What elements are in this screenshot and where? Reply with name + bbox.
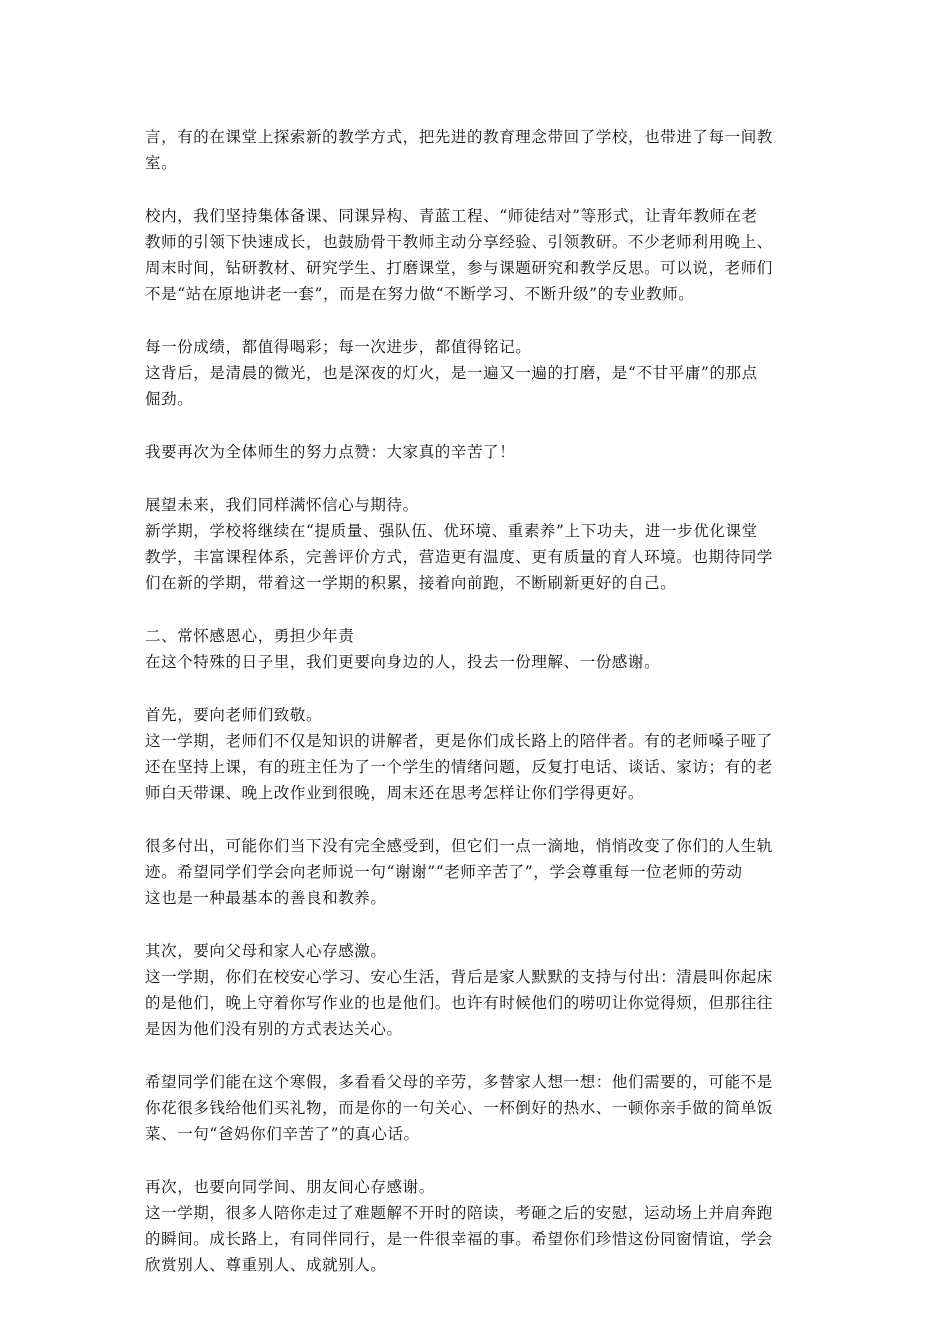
paragraph-gap <box>145 596 809 623</box>
text-line: 是因为他们没有别的方式表达关心。 <box>145 1020 403 1038</box>
text-line: 再次，也要向同学间、朋友间心存感谢。 <box>145 1178 435 1196</box>
text-line: 们在新的学期，带着这一学期的积累，接着向前跑，不断刷新更好的自己。 <box>145 574 677 592</box>
text-line: 不是“站在原地讲老一套”，而是在努力做“不断学习、不断升级”的专业教师。 <box>145 285 695 303</box>
paragraph-gap <box>145 911 809 938</box>
text-line: 师白天带课、晚上改作业到很晚，周末还在思考怎样让你们学得更好。 <box>145 784 645 802</box>
text-line: 的瞬间。成长路上，有同伴同行，是一件很幸福的事。希望你们珍惜这份同窗情谊，学会 <box>145 1230 773 1248</box>
text-line: 在这个特殊的日子里，我们更要向身边的人，投去一份理解、一份感谢。 <box>145 653 661 671</box>
text-line: 的是他们，晚上守着你写作业的也是他们。也许有时候他们的唠叨让你觉得烦，但那往往 <box>145 994 773 1012</box>
text-line: 这一学期，很多人陪你走过了难题解不开时的陪读，考砸之后的安慰，运动场上并肩奔跑 <box>145 1204 773 1222</box>
paragraph-gap <box>145 465 809 492</box>
text-line: 新学期，学校将继续在“提质量、强队伍、优环境、重素养”上下功夫，进一步优化课堂 <box>145 522 758 540</box>
paragraph-gap <box>145 412 809 439</box>
document-page <box>145 124 809 1278</box>
paragraph-gap <box>145 1147 809 1174</box>
text-line: 展望未来，我们同样满怀信心与期待。 <box>145 496 419 514</box>
text-line: 每一份成绩，都值得喝彩；每一次进步，都值得铭记。 <box>145 338 532 356</box>
paragraph-gap <box>145 307 809 334</box>
text-line: 这一学期，你们在校安心学习、安心生活，背后是家人默默的支持与付出：清晨叫你起床 <box>145 968 773 986</box>
text-line: 迹。希望同学们学会向老师说一句“谢谢”“老师辛苦了”，学会尊重每一位老师的劳动 <box>145 863 743 881</box>
paragraph-gap <box>145 1042 809 1069</box>
text-line: 室。 <box>145 154 178 172</box>
paragraph-gap <box>145 675 809 702</box>
text-line: 周末时间，钻研教材、研究学生、打磨课堂，参与课题研究和教学反思。可以说，老师们 <box>145 259 773 277</box>
text-line: 菜、一句“爸妈你们辛苦了”的真心话。 <box>145 1125 420 1143</box>
text-line: 欣赏别人、尊重别人、成就别人。 <box>145 1256 387 1274</box>
text-line: 首先，要向老师们致敬。 <box>145 706 323 724</box>
text-line: 还在坚持上课，有的班主任为了一个学生的情绪问题，反复打电话、谈话、家访；有的老 <box>145 758 773 776</box>
section-heading: 二、常怀感恩心，勇担少年责 <box>145 627 355 645</box>
text-line: 很多付出，可能你们当下没有完全感受到，但它们一点一滴地，悄悄改变了你们的人生轨 <box>145 837 773 855</box>
text-line: 这背后，是清晨的微光，也是深夜的灯火，是一遍又一遍的打磨，是“不甘平庸”的那点 <box>145 364 758 382</box>
text-line: 校内，我们坚持集体备课、同课异构、青蓝工程、“师徒结对”等形式，让青年教师在老 <box>145 207 758 225</box>
text-line: 倔劲。 <box>145 390 194 408</box>
text-line: 我要再次为全体师生的努力点赞：大家真的辛苦了！ <box>145 443 516 461</box>
paragraph-gap <box>145 806 809 833</box>
text-line: 希望同学们能在这个寒假，多看看父母的辛劳，多替家人想一想：他们需要的，可能不是 <box>145 1073 773 1091</box>
text-line: 这也是一种最基本的善良和教养。 <box>145 889 387 907</box>
paragraph-gap <box>145 176 809 203</box>
text-line: 你花很多钱给他们买礼物，而是你的一句关心、一杯倒好的热水、一顿你亲手做的简单饭 <box>145 1099 773 1117</box>
text-line: 这一学期，老师们不仅是知识的讲解者，更是你们成长路上的陪伴者。有的老师嗓子哑了 <box>145 732 773 750</box>
text-line: 教学，丰富课程体系，完善评价方式，营造更有温度、更有质量的育人环境。也期待同学 <box>145 548 773 566</box>
text-line: 教师的引领下快速成长，也鼓励骨干教师主动分享经验、引领教研。不少老师利用晚上、 <box>145 233 773 251</box>
text-line: 其次，要向父母和家人心存感激。 <box>145 942 387 960</box>
text-line: 言，有的在课堂上探索新的教学方式，把先进的教育理念带回了学校，也带进了每一间教 <box>145 128 773 146</box>
